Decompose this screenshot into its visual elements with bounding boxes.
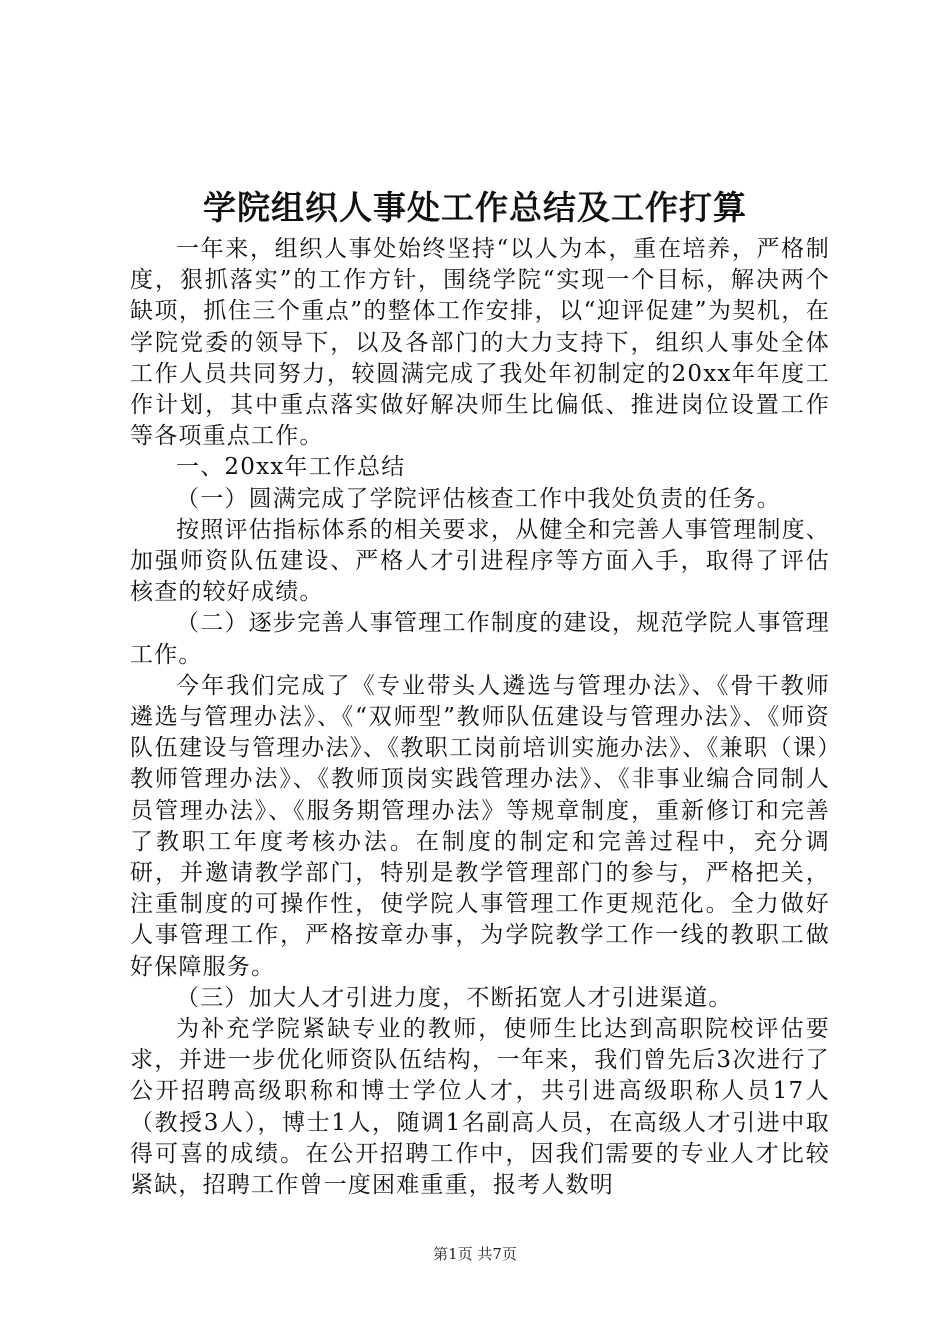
page-number-footer: 第1页 共7页 [433,1245,517,1263]
paragraph-intro: 一年来，组织人事处始终坚持“以人为本，重在培养，严格制度，狠抓落实”的工作方针，围绕学院“实现一个目标，解决两个缺项，抓住三个重点”的整体工作安排，以“迎评促建”为契机，在学院党委的领导下，以及各部门的大力支持下，组织人事处全体工作人员共同努力，较圆满完成了我处年初制定的20xx年年度工作计划，其中重点落实做好解决师生比偏低、推进岗位设置工作等各项重点工作。 [130,236,830,450]
document-body [130,234,830,1201]
section-heading-summary: 一、20xx年工作总结 [176,454,406,481]
paragraph-2: 今年我们完成了《专业带头人遴选与管理办法》、《骨干教师遴选与管理办法》、《“双师型”教师队伍建设与管理办法》、《师资队伍建设与管理办法》、《教职工岗前培训实施办法》、《兼职（课）教师管理办法》、《教师顶岗实践管理办法》、《非事业编合同制人员管理办法》、《服务期管理办法》等规章制度，重新修订和完善了教职工年度考核办法。在制度的制定和完善过程中，充分调研，并邀请教学部门，特别是教学管理部门的参与，严格把关，注重制度的可操作性，使学院人事管理工作更规范化。全力做好人事管理工作，严格按章办事，为学院教学工作一线的教职工做好保障服务。 [130,672,830,980]
subheading-1: （一）圆满完成了学院评估核查工作中我处负责的任务。 [176,485,781,512]
subheading-2: （二）逐步完善人事管理工作制度的建设，规范学院人事管理工作。 [130,610,830,668]
document-title: 学院组织人事处工作总结及工作打算 [203,188,747,227]
subheading-3: （三）加大人才引进力度，不断拓宽人才引进渠道。 [176,984,733,1011]
paragraph-1: 按照评估指标体系的相关要求，从健全和完善人事管理制度、加强师资队伍建设、严格人才引进程序等方面入手，取得了评估核查的较好成绩。 [130,516,830,606]
paragraph-3: 为补充学院紧缺专业的教师，使师生比达到高职院校评估要求，并进一步优化师资队伍结构，一年来，我们曾先后3次进行了公开招聘高级职称和博士学位人才，共引进高级职称人员17人（教授3人），博士1人，随调1名副高人员，在高级人才引进中取得可喜的成绩。在公开招聘工作中，因我们需要的专业人才比较紧缺，招聘工作曾一度困难重重，报考人数明 [130,1016,830,1199]
